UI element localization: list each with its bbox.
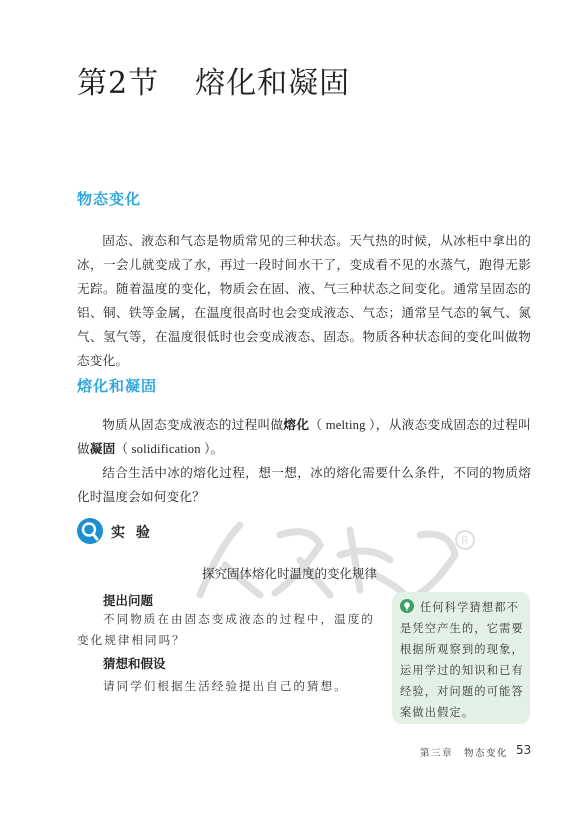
heading-melting-solidification: 熔化和凝固	[77, 377, 158, 395]
paragraph-melting-definition	[77, 413, 531, 509]
svg-text:R: R	[461, 534, 469, 547]
experiment-label: 实 验	[111, 525, 153, 541]
lightbulb-icon	[400, 599, 414, 613]
magnifier-icon	[77, 518, 103, 544]
term-melting: 熔化	[283, 417, 310, 432]
term-solidification-en: （ solidification ）	[115, 442, 211, 456]
section-number: 第2节	[77, 66, 160, 101]
section-name: 熔化和凝固	[195, 66, 351, 101]
subheading-hypothesis: 猜想和假设	[103, 656, 166, 671]
question-line-2: 变化规律相同吗？	[77, 633, 186, 647]
sidebar-note	[392, 592, 530, 724]
heading-state-change: 物态变化	[77, 190, 142, 208]
paragraph-state-change	[77, 229, 531, 373]
term-melting-en: （ melting ）	[309, 418, 376, 432]
subheading-question: 提出问题	[103, 593, 154, 608]
question-line-1: 不同物质在由固态变成液态的过程中，温度的	[103, 612, 375, 626]
paragraph-question: 结合生活中冰的熔化过程，想一想，冰的熔化需要什么条件，不同的物质熔化时温度会如何变化？	[77, 465, 531, 504]
page-title	[77, 58, 350, 102]
hypothesis-text: 请同学们根据生活经验提出自己的猜想。	[103, 679, 348, 693]
definition-text: 物质从固态变成液态的过程叫做熔化（ melting ），从液态变成固态的过程叫做凝固（ solidification ）。	[77, 417, 531, 456]
page-number: 53	[516, 743, 532, 757]
term-solidification: 凝固	[89, 441, 116, 456]
note-text: 任何科学猜想都不是凭空产生的，它需要根据所观察到的现象，运用学过的知识和已有经验，对问题的可能答案做出假定。	[400, 601, 524, 719]
experiment-title: 探究固体熔化时温度的变化规律	[201, 566, 377, 581]
paragraph-text: 固态、液态和气态是物质常见的三种状态。天气热的时候，从冰柜中拿出的冰，一会儿就变成了水，再过一段时间水干了，变成看不见的水蒸气，跑得无影无踪。随着温度的变化，物质会在固、液、气三种状态之间变化。通常呈固态的铝、铜、铁等金属，在温度很高时也会变成液态、气态；通常呈气态的氧气、氮气、氢气等，在温度很低时也会变成液态、固态。物质各种状态间的变化叫做物态变化。	[77, 233, 531, 368]
footer-chapter: 第三章 物态变化	[420, 748, 509, 759]
